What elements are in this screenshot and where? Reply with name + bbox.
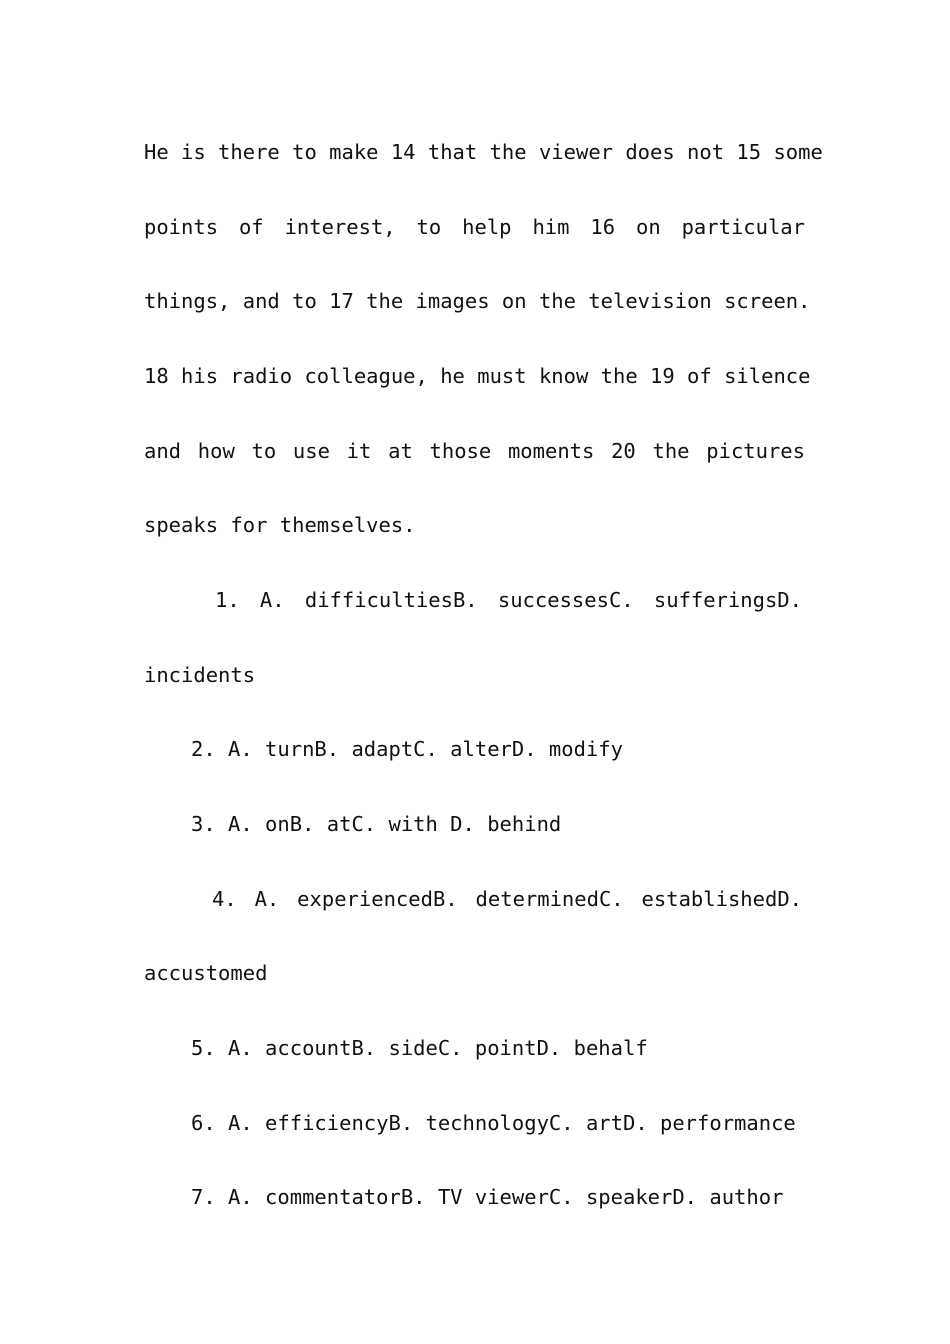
question-1-options: 1. A. difficultiesB. successesC. sufferingsD.	[215, 588, 802, 612]
question-6-options: 6. A. efficiencyB. technologyC. artD. performance	[191, 1111, 796, 1135]
question-4-options: 4. A. experiencedB. determinedC. establishedD.	[212, 887, 802, 911]
passage-line-2: points of interest, to help him 16 on particular	[144, 215, 805, 239]
passage-line-1: He is there to make 14 that the viewer does not 15 some	[144, 140, 823, 164]
passage-line-4: 18 his radio colleague, he must know the 19 of silence	[144, 364, 811, 388]
passage-line-3: things, and to 17 the images on the television screen.	[144, 289, 811, 313]
question-2-options: 2. A. turnB. adaptC. alterD. modify	[191, 737, 623, 761]
question-5-options: 5. A. accountB. sideC. pointD. behalf	[191, 1036, 648, 1060]
question-7-options: 7. A. commentatorB. TV viewerC. speakerD. author	[191, 1185, 784, 1209]
question-4-options-continued: accustomed	[144, 961, 268, 985]
passage-line-5: and how to use it at those moments 20 the pictures	[144, 439, 805, 463]
question-3-options: 3. A. onB. atC. with D. behind	[191, 812, 562, 836]
passage-line-6: speaks for themselves.	[144, 513, 416, 537]
question-1-options-continued: incidents	[144, 663, 256, 687]
